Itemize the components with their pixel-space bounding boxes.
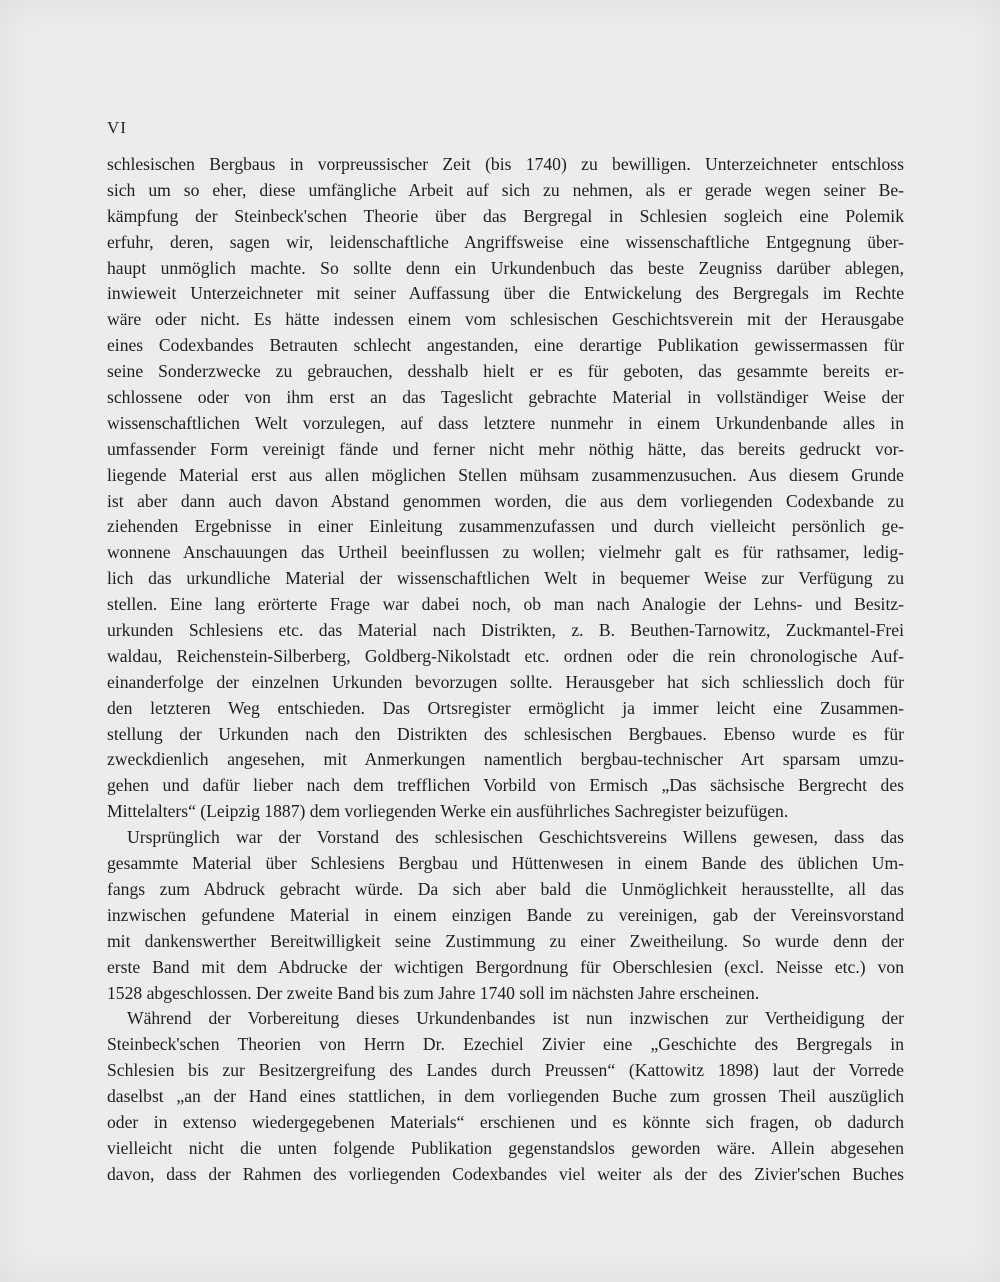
text-line: zweckdienlich angesehen, mit Anmerkungen namentlich bergbau-technischer Art sparsam umzu-: [107, 749, 904, 770]
text-line: wonnene Anschauungen das Urtheil beeinflussen zu wollen; vielmehr galt es für rathsamer, ledig-: [107, 542, 904, 563]
text-line: oder in extenso wiedergegebenen Materials“ erschienen und es könnte sich fragen, ob dadurch: [107, 1111, 904, 1132]
text-line: wäre oder nicht. Es hätte indessen einem vom schlesischen Geschichtsverein mit der Herausgabe: [107, 309, 904, 330]
text-line: davon, dass der Rahmen des vorliegenden Codexbandes viel weiter als der des Zivier'schen Buches: [107, 1163, 904, 1184]
text-line: erfuhr, deren, sagen wir, leidenschaftliche Angriffsweise eine wissenschaftliche Entgegnung über-: [107, 231, 904, 252]
text-line: sich um so eher, diese umfängliche Arbeit auf sich zu nehmen, als er gerade wegen seiner Be-: [107, 179, 904, 200]
text-line: umfassender Form vereinigt fände und ferner nicht mehr nöthig hätte, das bereits gedruckt vor-: [107, 438, 904, 459]
text-line: kämpfung der Steinbeck'schen Theorie über das Bergregal in Schlesien sogleich eine Polemik: [107, 205, 904, 226]
text-line: haupt unmöglich machte. So sollte denn ein Urkundenbuch das beste Zeugniss darüber ablegen,: [107, 257, 904, 278]
text-line: eines Codexbandes Betrauten schlecht angestanden, eine derartige Publikation gewissermassen für: [107, 335, 904, 356]
text-line: stellen. Eine lang erörterte Frage war dabei noch, ob man nach Analogie der Lehns- und Besitz-: [107, 594, 904, 615]
text-line: inzwischen gefundene Material in einem einzigen Bande zu vereinigen, gab der Vereinsvorstand: [107, 904, 904, 925]
text-line: wissenschaftlichen Welt vorzulegen, auf dass letztere nunmehr in einem Urkundenbande alles in: [107, 412, 904, 433]
text-line: Steinbeck'schen Theorien von Herrn Dr. Ezechiel Zivier eine „Geschichte des Bergregals in: [107, 1034, 904, 1055]
text-line: ziehenden Ergebnisse in einer Einleitung zusammenzufassen und durch vielleicht persönlich ge-: [107, 516, 904, 537]
text-line: waldau, Reichenstein-Silberberg, Goldberg-Nikolstadt etc. ordnen oder die rein chronologische Auf-: [107, 645, 904, 666]
text-line: inwieweit Unterzeichneter mit seiner Auffassung über die Entwickelung des Bergregals im Rechte: [107, 283, 904, 304]
text-line: liegende Material erst aus allen möglichen Stellen mühsam zusammenzusuchen. Aus diesem Grunde: [107, 464, 904, 485]
text-line: fangs zum Abdruck gebracht würde. Da sich aber bald die Unmöglichkeit herausstellte, all das: [107, 878, 904, 899]
text-line: einanderfolge der einzelnen Urkunden bevorzugen sollte. Herausgeber hat sich schliesslich doch für: [107, 671, 904, 692]
text-line: Schlesien bis zur Besitzergreifung des Landes durch Preussen“ (Kattowitz 1898) laut der Vorrede: [107, 1060, 904, 1081]
text-line: schlesischen Bergbaus in vorpreussischer Zeit (bis 1740) zu bewilligen. Unterzeichneter entschloss: [107, 154, 904, 174]
text-line: urkunden Schlesiens etc. das Material nach Distrikten, z. B. Beuthen-Tarnowitz, Zuckmantel-Frei: [107, 620, 904, 641]
paragraph-first-line: Während der Vorbereitung dieses Urkundenbandes ist nun inzwischen zur Vertheidigung der: [127, 1008, 904, 1029]
paragraph-first-line: Ursprünglich war der Vorstand des schlesischen Geschichtsvereins Willens gewesen, dass das: [127, 827, 904, 848]
text-line: ist aber dann auch davon Abstand genommen worden, die aus dem vorliegenden Codexbande zu: [107, 490, 904, 511]
text-line: gehen und dafür lieber nach dem trefflichen Vorbild von Ermisch „Das sächsische Bergrecht des: [107, 775, 904, 796]
text-line: erste Band mit dem Abdrucke der wichtigen Bergordnung für Oberschlesien (excl. Neisse etc.) von: [107, 956, 904, 977]
page-number: VI: [107, 118, 127, 137]
text-line: stellung der Urkunden nach den Distrikten des schlesischen Bergbaues. Ebenso wurde es für: [107, 723, 904, 744]
text-line: mit dankenswerther Bereitwilligkeit seine Zustimmung zu einer Zweitheilung. So wurde denn der: [107, 930, 904, 951]
text-line: seine Sonderzwecke zu gebrauchen, desshalb hielt er es für geboten, das gesammte bereits er-: [107, 361, 904, 382]
text-line: vielleicht nicht die unten folgende Publikation gegenstandslos geworden wäre. Allein abgesehen: [107, 1137, 904, 1158]
text-line: 1528 abgeschlossen. Der zweite Band bis zum Jahre 1740 soll im nächsten Jahre erscheinen.: [107, 982, 760, 1003]
text-line: Mittelalters“ (Leipzig 1887) dem vorliegenden Werke ein ausführliches Sachregister beizufügen.: [107, 801, 789, 822]
text-line: daselbst „an der Hand eines stattlichen, in dem vorliegenden Buche zum grossen Theil auszüglich: [107, 1086, 904, 1107]
text-line: schlossene oder von ihm erst an das Tageslicht gebrachte Material in vollständiger Weise der: [107, 387, 904, 408]
text-line: den letzteren Weg entschieden. Das Ortsregister ermöglicht ja immer leicht eine Zusammen-: [107, 697, 904, 718]
text-line: lich das urkundliche Material der wissenschaftlichen Welt in bequemer Weise zur Verfügung zu: [107, 568, 904, 589]
body-text: [107, 152, 904, 1188]
text-line: gesammte Material über Schlesiens Bergbau und Hüttenwesen in einem Bande des üblichen Um-: [107, 853, 904, 874]
